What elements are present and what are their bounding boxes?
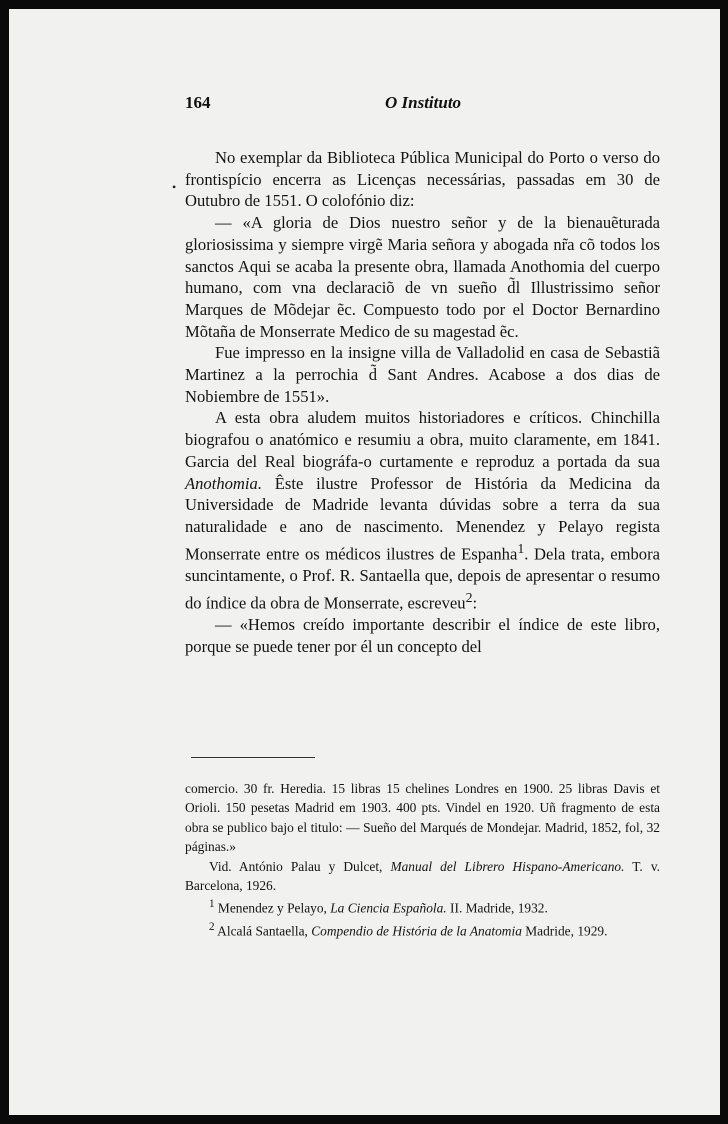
footnote-number: 2 bbox=[209, 921, 215, 934]
footnote-1 bbox=[185, 895, 660, 918]
quotation-colophon-end: Fue impresso en la insigne villa de Valladolid en casa de Sebastiã Martinez a la perrochia d̃ Sant Andres. Acabose a dos dias de Nobiembre de 1551». bbox=[185, 343, 660, 406]
text-run: Madride, 1929. bbox=[521, 923, 608, 939]
text-run: A esta obra aludem muitos historiadores e críticos. Chinchilla biografou o anatómico e resumiu a obra, muito claramente, em 1841. Garcia del Real biográfa-o curtamente e reproduz a portada da sua bbox=[185, 408, 660, 471]
footnote-continuation: comercio. 30 fr. Heredia. 15 libras 15 chelines Londres en 1900. 25 libras Davis et Orioli. 150 pesetas Madrid em 1903. 400 pts. Vindel en 1920. Uñ fragmento de esta obra se publico bajo el titulo: — Sueño del Marqués de Mondejar. Madrid, 1852, fol, 32 páginas.» bbox=[185, 781, 660, 855]
margin-mark: • bbox=[172, 180, 177, 194]
text-run: Menendez y Pelayo, bbox=[214, 900, 331, 916]
paragraph bbox=[185, 407, 660, 613]
footnote-2 bbox=[185, 918, 660, 941]
text-run: T. v. Barcelona, 1926. bbox=[185, 858, 660, 894]
book-title: Compendio de História de la Anatomia bbox=[311, 923, 522, 939]
text-run: : bbox=[472, 593, 478, 613]
paragraph: No exemplar da Biblioteca Pública Municipal do Porto o verso do frontispício encerra as Licenças necessárias, passadas em 30 de Outubro de 1551. O colofónio diz: bbox=[185, 148, 660, 211]
quotation: — «Hemos creído importante describir el índice de este libro, porque se puede tener por él un concepto del bbox=[185, 614, 660, 656]
book-title: Anothomia. bbox=[185, 473, 262, 493]
book-title: Manual del Librero Hispano-Americano. bbox=[390, 858, 625, 874]
book-page bbox=[9, 9, 720, 1115]
footnote-ref: 1 bbox=[517, 540, 525, 556]
text-run: . Dela trata, embora suncintamente, o Prof. R. Santaella que, depois de apresentar o resumo do índice da obra de Monserrate, escreveu bbox=[185, 544, 660, 613]
footnote-divider bbox=[191, 757, 315, 758]
main-text bbox=[185, 147, 660, 657]
footnotes bbox=[185, 779, 660, 941]
footnote-ref: 2 bbox=[465, 589, 473, 605]
text-run: Vid. António Palau y Dulcet, bbox=[209, 858, 391, 874]
text-run: Alcalá Santaella, bbox=[214, 923, 312, 939]
quotation-colophon: — «A gloria de Dios nuestro señor y de la bienauẽturada gloriosissima y siempre virgẽ Maria señora y abogada nr̃a cõ todos los sanctos Aqui se acaba la presente obra, llamada Anothomia del cuerpo humano, com vna declaraciõ de vn sueño d̃l Illustrissimo señor Marques de Mõdejar ẽc. Compuesto todo por el Doctor Bernardino Mõtaña de Monserrate Medico de su magestad ẽc. bbox=[185, 213, 660, 341]
page-number: 164 bbox=[185, 93, 211, 112]
text-run: II. Madride, 1932. bbox=[446, 900, 548, 916]
footnote bbox=[185, 857, 660, 896]
text-run: Êste ilustre Professor de História da Medicina da Universidade de Madride levanta dúvidas sobre a terra da sua naturalidade e ano de nascimento. Menendez y Pelayo regista Monserrate entre os médicos ilustres de Espanha bbox=[185, 473, 660, 564]
page-header bbox=[185, 93, 665, 123]
book-title: La Ciencia Española. bbox=[330, 900, 447, 916]
running-title: O Instituto bbox=[385, 93, 462, 112]
footnote-number: 1 bbox=[209, 898, 215, 911]
